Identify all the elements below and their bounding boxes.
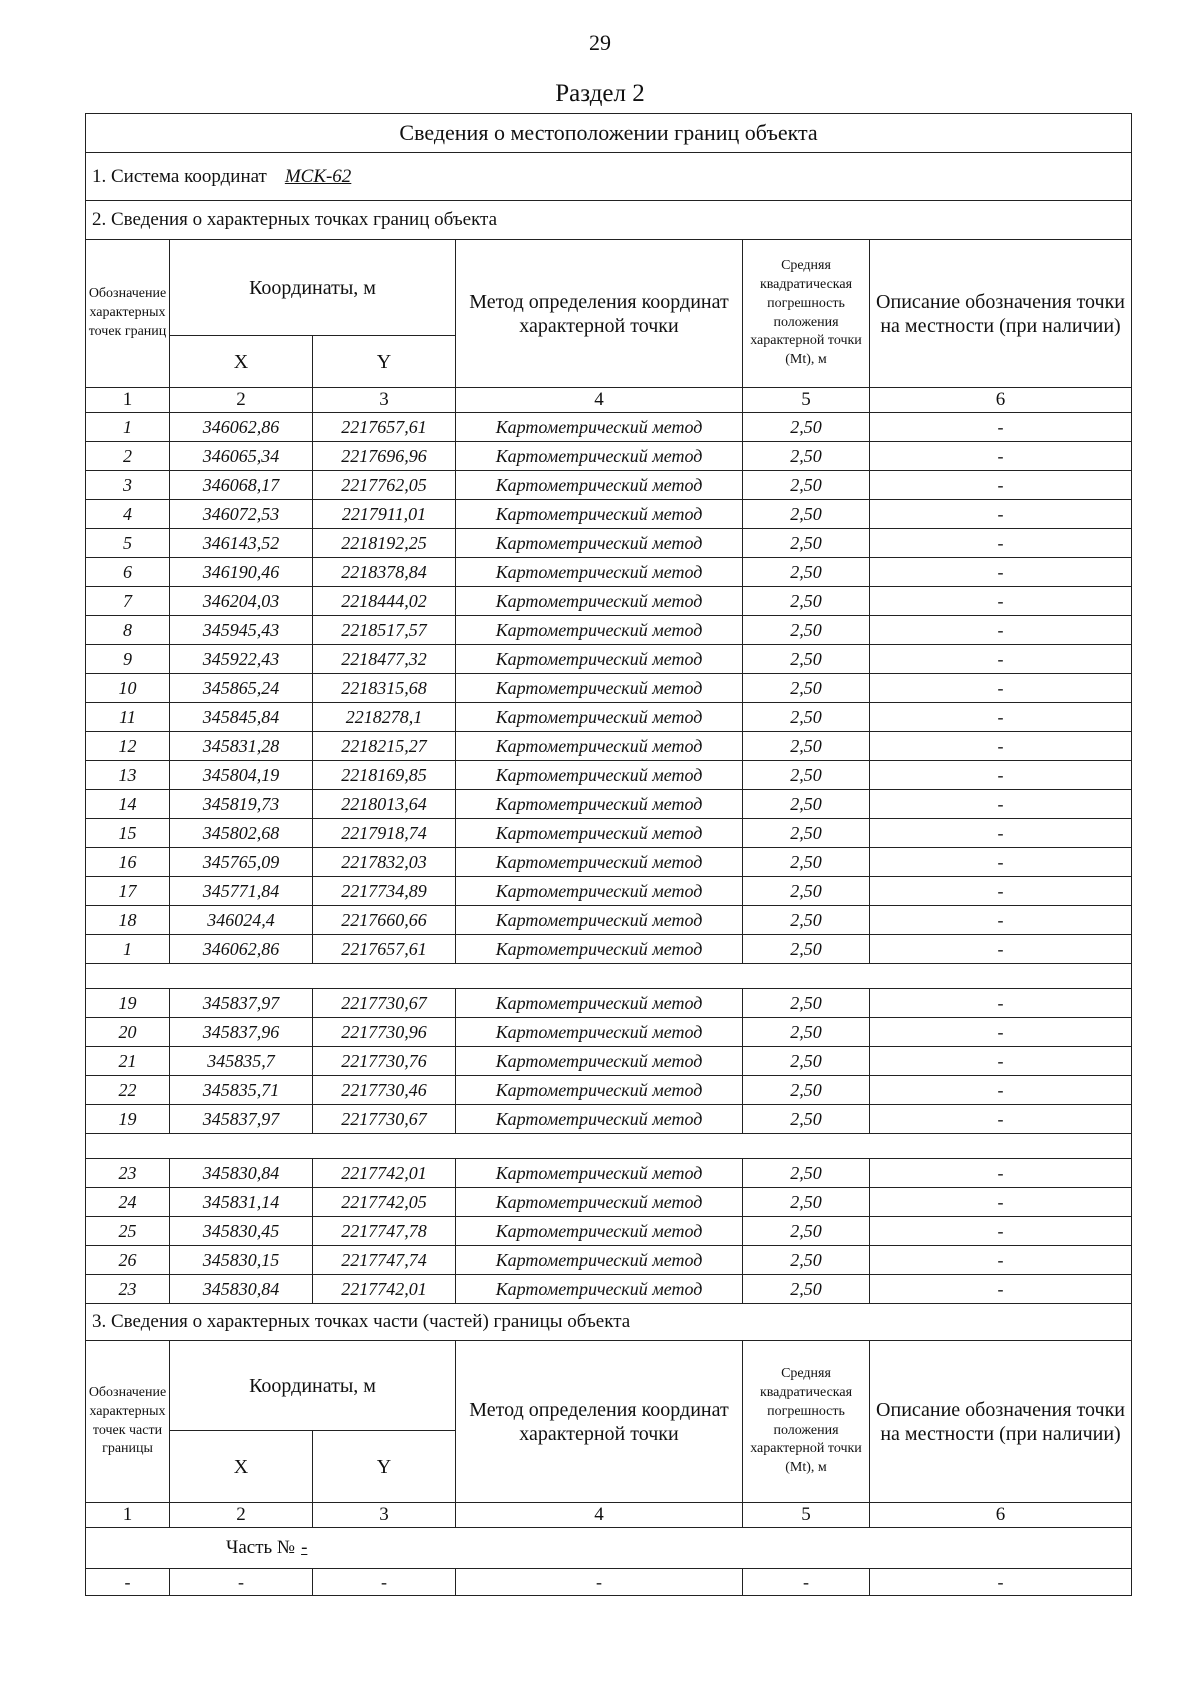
column-number: 1 <box>86 388 170 413</box>
error-value: 2,50 <box>743 1018 870 1047</box>
section-title: Раздел 2 <box>555 80 645 107</box>
description: - <box>870 1018 1132 1047</box>
point-number: 23 <box>86 1275 170 1304</box>
method: Картометрический метод <box>456 877 743 906</box>
point-number: 1 <box>86 413 170 442</box>
description: - <box>870 790 1132 819</box>
table-row <box>86 790 1132 819</box>
description: - <box>870 1217 1132 1246</box>
x-coordinate: 345765,09 <box>170 848 313 877</box>
method: Картометрический метод <box>456 1047 743 1076</box>
header-coordinates: Координаты, м <box>170 1341 456 1431</box>
point-number: 26 <box>86 1246 170 1275</box>
point-number: 22 <box>86 1076 170 1105</box>
header-coordinates: Координаты, м <box>170 240 456 336</box>
point-number: 11 <box>86 703 170 732</box>
table-row <box>86 558 1132 587</box>
y-coordinate: 2217730,76 <box>313 1047 456 1076</box>
method: Картометрический метод <box>456 1275 743 1304</box>
table-row <box>86 471 1132 500</box>
x-coordinate: 345831,14 <box>170 1188 313 1217</box>
coordinate-system-row <box>86 153 1132 201</box>
table-row <box>86 1188 1132 1217</box>
y-coordinate: 2217657,61 <box>313 413 456 442</box>
y-coordinate: 2217747,74 <box>313 1246 456 1275</box>
y-coordinate: 2218215,27 <box>313 732 456 761</box>
description: - <box>870 442 1132 471</box>
error-value: 2,50 <box>743 500 870 529</box>
table-row <box>86 1018 1132 1047</box>
table-row <box>86 703 1132 732</box>
x-coordinate: 346143,52 <box>170 529 313 558</box>
x-coordinate: 346204,03 <box>170 587 313 616</box>
x-coordinate: 345830,15 <box>170 1246 313 1275</box>
y-coordinate: 2217730,46 <box>313 1076 456 1105</box>
point-number: 1 <box>86 935 170 964</box>
x-coordinate: 346072,53 <box>170 500 313 529</box>
header-designation-part: Обозначение характерных точек части границы <box>86 1341 170 1503</box>
method: Картометрический метод <box>456 442 743 471</box>
table-row <box>86 989 1132 1018</box>
description: - <box>870 471 1132 500</box>
point-number: 10 <box>86 674 170 703</box>
x-coordinate: 345837,97 <box>170 989 313 1018</box>
description: - <box>870 645 1132 674</box>
header-y: Y <box>313 336 456 388</box>
method: Картометрический метод <box>456 1105 743 1134</box>
description: - <box>870 1047 1132 1076</box>
point-number: 14 <box>86 790 170 819</box>
header-method: Метод определения координат характерной точки <box>456 1341 743 1503</box>
point-number: 17 <box>86 877 170 906</box>
method: Картометрический метод <box>456 645 743 674</box>
points-heading: 2. Сведения о характерных точках границ объекта <box>86 201 1132 240</box>
method: Картометрический метод <box>456 1159 743 1188</box>
error-value: 2,50 <box>743 732 870 761</box>
table-row <box>86 1246 1132 1275</box>
header-description: Описание обозначения точки на местности (при наличии) <box>870 240 1132 388</box>
coordinate-system-value: МСК-62 <box>284 165 352 187</box>
table-row <box>86 442 1132 471</box>
error-value: 2,50 <box>743 848 870 877</box>
point-number: 9 <box>86 645 170 674</box>
table-row <box>86 761 1132 790</box>
y-coordinate: 2218192,25 <box>313 529 456 558</box>
point-number: 18 <box>86 906 170 935</box>
description: - <box>870 703 1132 732</box>
table-row <box>86 413 1132 442</box>
column-number: 3 <box>313 1503 456 1528</box>
error-value: 2,50 <box>743 989 870 1018</box>
table-row <box>86 500 1132 529</box>
description: - <box>870 1246 1132 1275</box>
table-row <box>86 877 1132 906</box>
y-coordinate: 2217832,03 <box>313 848 456 877</box>
method: Картометрический метод <box>456 558 743 587</box>
x-coordinate: 345831,28 <box>170 732 313 761</box>
method: Картометрический метод <box>456 500 743 529</box>
error-value: 2,50 <box>743 1159 870 1188</box>
y-coordinate: 2217742,01 <box>313 1275 456 1304</box>
table-row <box>86 819 1132 848</box>
column-number: 5 <box>743 1503 870 1528</box>
error-value: 2,50 <box>743 790 870 819</box>
column-number-row <box>86 388 1132 413</box>
table-caption: Сведения о местоположении границ объекта <box>86 114 1132 153</box>
table-row <box>86 906 1132 935</box>
point-number: 19 <box>86 1105 170 1134</box>
table-row <box>86 529 1132 558</box>
x-coordinate: 345845,84 <box>170 703 313 732</box>
y-coordinate: 2218477,32 <box>313 645 456 674</box>
header-method: Метод определения координат характерной точки <box>456 240 743 388</box>
y-coordinate: 2217660,66 <box>313 906 456 935</box>
table-row <box>86 848 1132 877</box>
y-coordinate: 2217730,96 <box>313 1018 456 1047</box>
description: - <box>870 761 1132 790</box>
x-coordinate: 345835,71 <box>170 1076 313 1105</box>
x-coordinate: 345865,24 <box>170 674 313 703</box>
column-number: 5 <box>743 388 870 413</box>
description: - <box>870 1076 1132 1105</box>
coordinate-system-label: 1. Система координат <box>92 165 267 187</box>
part-row <box>86 1528 1132 1569</box>
table-row <box>86 1105 1132 1134</box>
header-designation: Обозначение характерных точек границ <box>86 240 170 388</box>
error-value: 2,50 <box>743 529 870 558</box>
column-number: 6 <box>870 1503 1132 1528</box>
error-value: 2,50 <box>743 1076 870 1105</box>
x-coordinate: 345837,96 <box>170 1018 313 1047</box>
method: Картометрический метод <box>456 989 743 1018</box>
x-coordinate: 345945,43 <box>170 616 313 645</box>
x-coordinate: 346068,17 <box>170 471 313 500</box>
method: Картометрический метод <box>456 906 743 935</box>
table-row <box>86 1159 1132 1188</box>
column-number: 1 <box>86 1503 170 1528</box>
error-value: 2,50 <box>743 1275 870 1304</box>
x-coordinate: 346062,86 <box>170 413 313 442</box>
description: - <box>870 1105 1132 1134</box>
point-number: 23 <box>86 1159 170 1188</box>
column-number: 2 <box>170 1503 313 1528</box>
description: - <box>870 935 1132 964</box>
method: Картометрический метод <box>456 732 743 761</box>
y-coordinate: 2217742,05 <box>313 1188 456 1217</box>
error-value: 2,50 <box>743 587 870 616</box>
method: Картометрический метод <box>456 819 743 848</box>
header-description: Описание обозначения точки на местности (при наличии) <box>870 1341 1132 1503</box>
error-value: 2,50 <box>743 761 870 790</box>
description: - <box>870 529 1132 558</box>
parts-heading: 3. Сведения о характерных точках части (частей) границы объекта <box>86 1304 1132 1341</box>
error-value: 2,50 <box>743 616 870 645</box>
method: Картометрический метод <box>456 848 743 877</box>
error-value: 2,50 <box>743 1105 870 1134</box>
point-number: 24 <box>86 1188 170 1217</box>
y-coordinate: 2217747,78 <box>313 1217 456 1246</box>
y-coordinate: 2217762,05 <box>313 471 456 500</box>
method: Картометрический метод <box>456 703 743 732</box>
description: - <box>870 819 1132 848</box>
table-row <box>86 1047 1132 1076</box>
description: - <box>870 587 1132 616</box>
cell: - <box>170 1569 313 1596</box>
error-value: 2,50 <box>743 819 870 848</box>
y-coordinate: 2217730,67 <box>313 989 456 1018</box>
point-number: 4 <box>86 500 170 529</box>
description: - <box>870 906 1132 935</box>
table-row <box>86 1275 1132 1304</box>
method: Картометрический метод <box>456 616 743 645</box>
header-error: Средняя квадратическая погрешность положения характерной точки (Mt), м <box>743 240 870 388</box>
point-number: 13 <box>86 761 170 790</box>
x-coordinate: 345830,45 <box>170 1217 313 1246</box>
y-coordinate: 2218378,84 <box>313 558 456 587</box>
table-row <box>86 616 1132 645</box>
y-coordinate: 2217911,01 <box>313 500 456 529</box>
description: - <box>870 1275 1132 1304</box>
contour-separator <box>86 1134 1132 1159</box>
cell: - <box>456 1569 743 1596</box>
x-coordinate: 345922,43 <box>170 645 313 674</box>
column-number: 3 <box>313 388 456 413</box>
y-coordinate: 2218169,85 <box>313 761 456 790</box>
separator-cell <box>86 1134 1132 1159</box>
method: Картометрический метод <box>456 790 743 819</box>
method: Картометрический метод <box>456 761 743 790</box>
y-coordinate: 2217657,61 <box>313 935 456 964</box>
point-number: 2 <box>86 442 170 471</box>
error-value: 2,50 <box>743 935 870 964</box>
header-x: X <box>170 1431 313 1503</box>
x-coordinate: 346065,34 <box>170 442 313 471</box>
table-row <box>86 1217 1132 1246</box>
x-coordinate: 345835,7 <box>170 1047 313 1076</box>
cell: - <box>313 1569 456 1596</box>
description: - <box>870 989 1132 1018</box>
description: - <box>870 877 1132 906</box>
point-number: 16 <box>86 848 170 877</box>
error-value: 2,50 <box>743 442 870 471</box>
column-number: 4 <box>456 388 743 413</box>
point-number: 21 <box>86 1047 170 1076</box>
point-number: 12 <box>86 732 170 761</box>
error-value: 2,50 <box>743 906 870 935</box>
table-row <box>86 935 1132 964</box>
y-coordinate: 2218013,64 <box>313 790 456 819</box>
description: - <box>870 848 1132 877</box>
part-data-row <box>86 1569 1132 1596</box>
cell: - <box>86 1569 170 1596</box>
y-coordinate: 2217918,74 <box>313 819 456 848</box>
table-row <box>86 1076 1132 1105</box>
x-coordinate: 346024,4 <box>170 906 313 935</box>
point-number: 15 <box>86 819 170 848</box>
point-number: 8 <box>86 616 170 645</box>
method: Картометрический метод <box>456 1018 743 1047</box>
column-number: 4 <box>456 1503 743 1528</box>
description: - <box>870 500 1132 529</box>
x-coordinate: 345804,19 <box>170 761 313 790</box>
error-value: 2,50 <box>743 558 870 587</box>
boundary-table <box>85 113 1132 1596</box>
cell: - <box>870 1569 1132 1596</box>
x-coordinate: 345830,84 <box>170 1275 313 1304</box>
description: - <box>870 1188 1132 1217</box>
header-y: Y <box>313 1431 456 1503</box>
x-coordinate: 345837,97 <box>170 1105 313 1134</box>
table-row <box>86 645 1132 674</box>
error-value: 2,50 <box>743 877 870 906</box>
header-error: Средняя квадратическая погрешность положения характерной точки (Mt), м <box>743 1341 870 1503</box>
contour-separator <box>86 964 1132 989</box>
method: Картометрический метод <box>456 471 743 500</box>
description: - <box>870 732 1132 761</box>
method: Картометрический метод <box>456 413 743 442</box>
error-value: 2,50 <box>743 1188 870 1217</box>
y-coordinate: 2217696,96 <box>313 442 456 471</box>
part-number: - <box>301 1537 308 1558</box>
method: Картометрический метод <box>456 587 743 616</box>
y-coordinate: 2218315,68 <box>313 674 456 703</box>
point-number: 7 <box>86 587 170 616</box>
method: Картометрический метод <box>456 1246 743 1275</box>
error-value: 2,50 <box>743 413 870 442</box>
cell: - <box>743 1569 870 1596</box>
table-row <box>86 674 1132 703</box>
column-number-row <box>86 1503 1132 1528</box>
method: Картометрический метод <box>456 935 743 964</box>
separator-cell <box>86 964 1132 989</box>
error-value: 2,50 <box>743 1246 870 1275</box>
y-coordinate: 2217734,89 <box>313 877 456 906</box>
part-label: Часть № <box>226 1537 296 1558</box>
table-row <box>86 732 1132 761</box>
x-coordinate: 346062,86 <box>170 935 313 964</box>
column-number: 6 <box>870 388 1132 413</box>
error-value: 2,50 <box>743 645 870 674</box>
description: - <box>870 558 1132 587</box>
x-coordinate: 346190,46 <box>170 558 313 587</box>
method: Картометрический метод <box>456 1217 743 1246</box>
column-number: 2 <box>170 388 313 413</box>
error-value: 2,50 <box>743 1047 870 1076</box>
x-coordinate: 345771,84 <box>170 877 313 906</box>
error-value: 2,50 <box>743 1217 870 1246</box>
description: - <box>870 1159 1132 1188</box>
x-coordinate: 345830,84 <box>170 1159 313 1188</box>
point-number: 6 <box>86 558 170 587</box>
description: - <box>870 674 1132 703</box>
y-coordinate: 2218278,1 <box>313 703 456 732</box>
point-number: 19 <box>86 989 170 1018</box>
method: Картометрический метод <box>456 529 743 558</box>
method: Картометрический метод <box>456 674 743 703</box>
error-value: 2,50 <box>743 703 870 732</box>
point-number: 3 <box>86 471 170 500</box>
y-coordinate: 2218517,57 <box>313 616 456 645</box>
point-number: 25 <box>86 1217 170 1246</box>
error-value: 2,50 <box>743 471 870 500</box>
page-number: 29 <box>589 30 611 55</box>
description: - <box>870 413 1132 442</box>
table-row <box>86 587 1132 616</box>
error-value: 2,50 <box>743 674 870 703</box>
method: Картометрический метод <box>456 1188 743 1217</box>
y-coordinate: 2217742,01 <box>313 1159 456 1188</box>
point-number: 20 <box>86 1018 170 1047</box>
y-coordinate: 2218444,02 <box>313 587 456 616</box>
y-coordinate: 2217730,67 <box>313 1105 456 1134</box>
header-x: X <box>170 336 313 388</box>
method: Картометрический метод <box>456 1076 743 1105</box>
point-number: 5 <box>86 529 170 558</box>
description: - <box>870 616 1132 645</box>
x-coordinate: 345819,73 <box>170 790 313 819</box>
x-coordinate: 345802,68 <box>170 819 313 848</box>
